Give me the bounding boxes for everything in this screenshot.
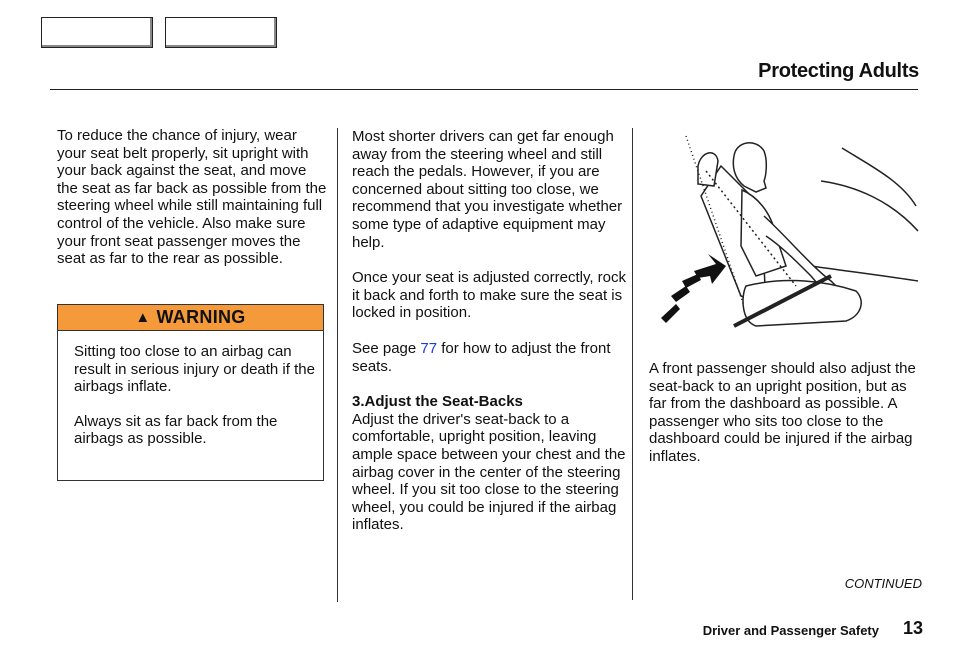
see-page-text: See page <box>352 339 421 357</box>
page-number: 13 <box>902 618 923 638</box>
warning-label: WARNING <box>156 307 246 327</box>
column-middle <box>352 128 626 534</box>
body-paragraph: Once your seat is adjusted correctly, rock it back and forth to make sure the seat is locked in position. <box>352 269 626 322</box>
warning-box <box>57 304 324 481</box>
column-divider <box>632 128 633 600</box>
warning-triangle-icon: ▲ <box>135 309 151 326</box>
section-footer: Driver and Passenger Safety <box>702 623 879 638</box>
page-link[interactable]: 77 <box>420 339 438 357</box>
step-heading: 3.Adjust the Seat-Backs <box>352 393 523 411</box>
body-paragraph: Most shorter drivers can get far enough away from the steering wheel and still reach the pedals. However, if you are concerned about sitting too close, we recommend that you investigate whether some type of adaptive equipment may help. <box>352 128 623 251</box>
header-rule <box>50 89 918 90</box>
page-title: Protecting Adults <box>758 60 919 82</box>
column-right <box>649 360 921 466</box>
intro-paragraph: To reduce the chance of injury, wear your seat belt properly, sit upright with your back against the seat, and move the seat as far back as possible from the steering wheel while still maintaining full control of the vehicle. Also make sure your front seat passenger moves the seat as far to the rear as possible. <box>57 127 327 268</box>
column-left <box>57 127 327 268</box>
warning-paragraph: Always sit as far back from the airbags as possible. <box>74 412 278 448</box>
warning-header <box>58 305 323 331</box>
body-paragraph: Adjust the driver's seat-back to a comfortable, upright position, leaving ample space between your chest and the airbag cover in the center of the steering wheel. If you sit too close to the steering wheel, you could be injured if the airbag inflates. <box>352 410 626 534</box>
nav-button-next[interactable] <box>165 17 277 48</box>
continued-label: CONTINUED <box>844 576 922 591</box>
passenger-seat-illustration <box>646 126 919 338</box>
see-page-paragraph <box>352 340 626 375</box>
column-divider <box>337 128 338 602</box>
body-paragraph: A front passenger should also adjust the seat-back to an upright position, but as far from the dashboard as possible. A passenger who sits too close to the dashboard could be injured if the airbag inflates. <box>649 360 916 465</box>
see-page-text: for how to adjust the front seats. <box>352 339 611 375</box>
warning-paragraph: Sitting too close to an airbag can result in serious injury or death if the airbags inflate. <box>74 343 315 396</box>
nav-button-previous[interactable] <box>41 17 153 48</box>
warning-body <box>58 331 323 448</box>
